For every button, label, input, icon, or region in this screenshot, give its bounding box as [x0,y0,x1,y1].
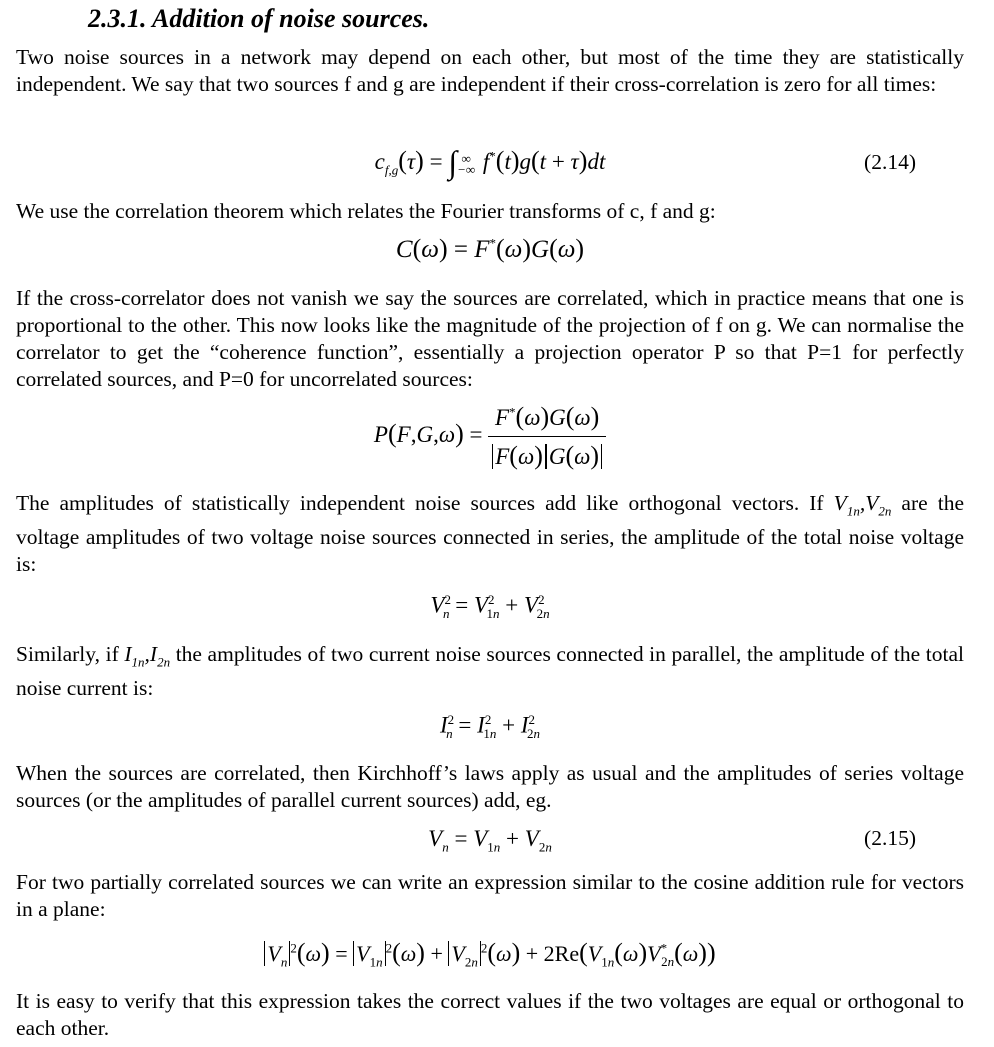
equation-current-sum-squares: $I^2_n = I^2_{1n} + I^2_{2n}$ [440,712,540,742]
paragraph-partial-correlation: For two partially correlated sources we can write an expression similar to the cosine addition rule for vectors in a plane: [16,870,964,921]
section-heading: 2.3.1. Addition of noise sources. [88,4,430,33]
paragraph-coherence: If the cross-correlator does not vanish we say the sources are correlated, which in practice means that one is proportional to the other. This now looks like the magnitude of the projection of f on g. We can normalise the correlator to get the “coherence function”, essentially a projection operator P so that P=1 for perfectly correlated sources, and P=0 for uncorrelated sources: [16,286,964,391]
equation-correlated-voltage-sum: $V_n = V_{1n} + V_{2n}$ [428,826,552,855]
paragraph-current-sources: Similarly, if $I_{1n},I_{2n}$ the amplitudes of two current noise sources connected in parallel, the amplitude of the total noise current is: [16,642,965,701]
paragraph-verify: It is easy to verify that this expression takes the correct values if the two voltages are equal or orthogonal to each other. [16,989,964,1040]
equation-voltage-sum-squares: $V^2_n = V^2_{1n} + V^2_{2n}$ [430,592,550,622]
equation-number-2-14: (2.14) [864,150,916,174]
equation-number-2-15: (2.15) [864,826,916,850]
equation-cosine-addition: $V_n^2(\omega) = V_{1n}^2(\omega) + V_{2n}^2(\omega) + 2Re(V_{1n}(\omega)V^*_{2n}(\omega))$ [16,938,964,970]
paragraph-orthogonal-vectors: The amplitudes of statistically independent noise sources add like orthogonal vectors. If $V_{1n},V_{2n}$ are the voltage amplitudes of two voltage noise sources connected in series, the amplitude of the total noise voltage is: [16,491,964,577]
equation-coherence-function: P(F,G,ω) = $\frac{F^*(\omega)G(\omega)}{F(\omega) G(\omega)}$ [16,402,964,471]
equation-cross-correlation: $c_{f,g}(\tau)$ = ∫ ∞ −∞ f*(t)g(t + τ)dt [374,144,606,180]
equation-correlation-theorem: C(ω) = F*(ω)G(ω) [395,234,585,263]
paragraph-correlation-theorem: We use the correlation theorem which relates the Fourier transforms of c, f and g: [16,199,716,223]
paragraph-independence: Two noise sources in a network may depend on each other, but most of the time they are statistically independent. We say that two sources f and g are independent if their cross-correlation is zero for all times: [16,45,964,96]
inline-math-v1n-v2n: $V_{1n},V_{2n}$ [833,491,892,519]
inline-math-i1n-i2n: $I_{1n},I_{2n}$ [124,642,171,670]
paragraph-kirchhoff: When the sources are correlated, then Kirchhoff’s laws apply as usual and the amplitudes of series voltage sources (or the amplitudes of parallel current sources) add, eg. [16,761,964,812]
